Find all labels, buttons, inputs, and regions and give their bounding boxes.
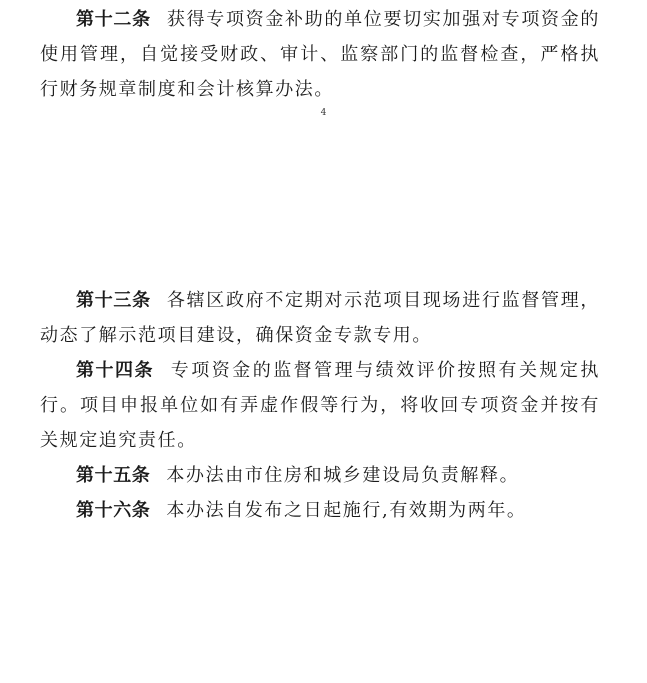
article-text: 各辖区政府不定期对示范项目现场进行监督管理，动态了解示范项目建设，确保资金专款专用。 [40, 290, 601, 346]
article-number: 第十六条 [76, 500, 151, 521]
article-number: 第十三条 [76, 290, 151, 311]
article-text: 专项资金的监督管理与绩效评价按照有关规定执行。项目申报单位如有弄虚作假等行为，将收回专项资金并按有关规定追究责任。 [40, 360, 600, 451]
article-text: 本办法由市住房和城乡建设局负责解释。 [166, 465, 520, 486]
article-text: 获得专项资金补助的单位要切实加强对专项资金的使用管理，自觉接受财政、审计、监察部门的监督检查，严格执行财务规章制度和会计核算办法。 [40, 9, 601, 100]
article-text: 本办法自发布之日起施行,有效期为两年。 [166, 500, 527, 521]
top-section [40, 2, 600, 107]
article-14 [40, 353, 600, 458]
bottom-section [40, 283, 600, 528]
article-13 [40, 283, 600, 353]
article-number: 第十二条 [76, 9, 151, 30]
article-15 [40, 458, 600, 493]
article-12 [40, 2, 600, 107]
article-number: 第十四条 [76, 360, 154, 381]
article-number: 第十五条 [76, 465, 151, 486]
article-16 [40, 493, 600, 528]
page-number: 4 [320, 108, 327, 118]
